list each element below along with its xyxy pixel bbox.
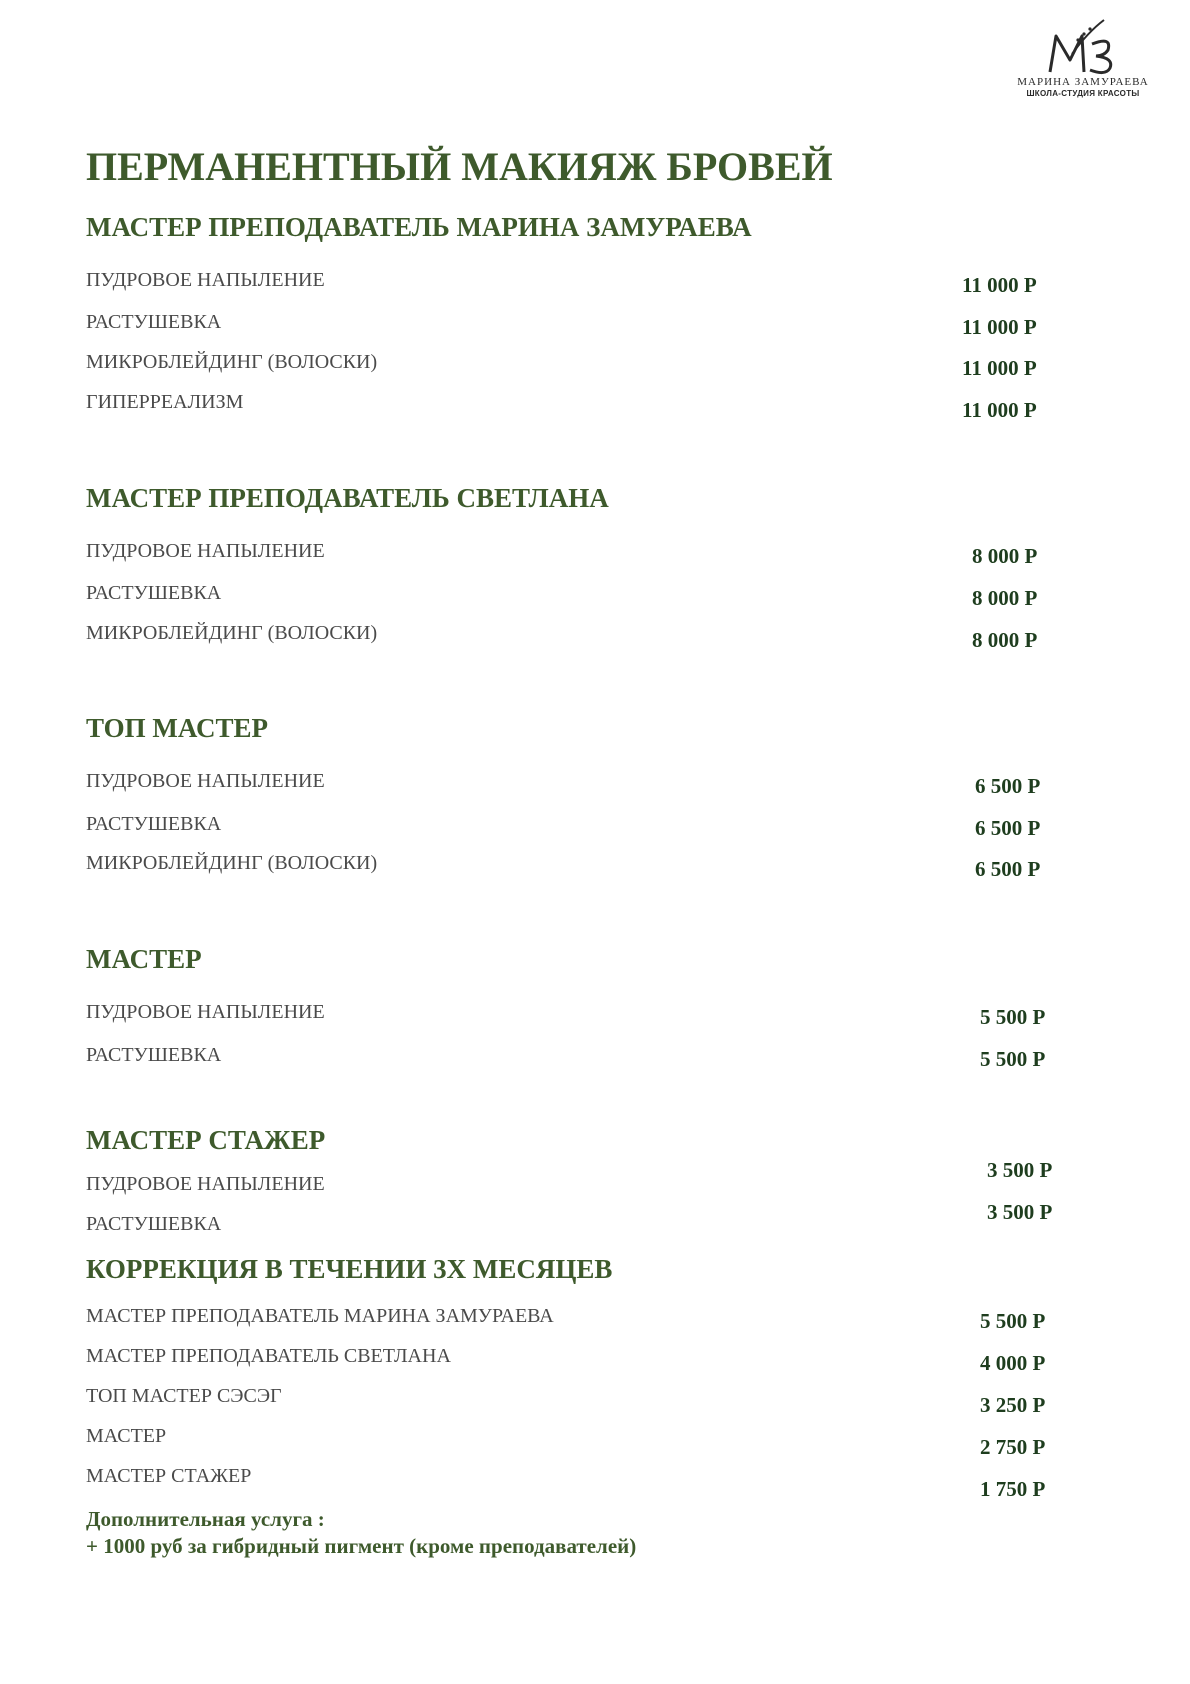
service-price: 8 000 Р xyxy=(972,628,1038,652)
section-heading: ТОП МАСТЕР xyxy=(86,713,269,743)
logo-monogram-icon xyxy=(1008,14,1158,76)
section-heading: МАСТЕР xyxy=(86,944,202,974)
logo-name: МАРИНА ЗАМУРАЕВА xyxy=(1017,76,1149,88)
service-price: 5 500 Р xyxy=(980,1309,1046,1333)
service-label: РАСТУШЕВКА xyxy=(86,582,222,604)
service-label: МАСТЕР СТАЖЕР xyxy=(86,1465,252,1487)
service-price: 3 500 Р xyxy=(987,1200,1053,1224)
service-price: 8 000 Р xyxy=(972,544,1038,568)
service-price: 5 500 Р xyxy=(980,1047,1046,1071)
service-price: 11 000 Р xyxy=(962,315,1037,339)
service-price: 8 000 Р xyxy=(972,586,1038,610)
service-label: ТОП МАСТЕР СЭСЭГ xyxy=(86,1385,282,1407)
service-price: 6 500 Р xyxy=(975,857,1041,881)
service-price: 5 500 Р xyxy=(980,1005,1046,1029)
page-title: ПЕРМАНЕНТНЫЙ МАКИЯЖ БРОВЕЙ xyxy=(86,144,833,189)
service-label: РАСТУШЕВКА xyxy=(86,1044,222,1066)
additional-service-title: Дополнительная услуга : xyxy=(86,1507,325,1531)
service-label: МИКРОБЛЕЙДИНГ (ВОЛОСКИ) xyxy=(86,351,378,373)
service-label: ПУДРОВОЕ НАПЫЛЕНИЕ xyxy=(86,540,325,562)
service-price: 11 000 Р xyxy=(962,273,1037,297)
service-price: 6 500 Р xyxy=(975,774,1041,798)
service-label: МАСТЕР ПРЕПОДАВАТЕЛЬ СВЕТЛАНА xyxy=(86,1345,451,1367)
service-label: МАСТЕР ПРЕПОДАВАТЕЛЬ МАРИНА ЗАМУРАЕВА xyxy=(86,1305,554,1327)
service-label: РАСТУШЕВКА xyxy=(86,1213,222,1235)
service-label: ПУДРОВОЕ НАПЫЛЕНИЕ xyxy=(86,269,325,291)
service-label: МИКРОБЛЕЙДИНГ (ВОЛОСКИ) xyxy=(86,622,378,644)
service-price: 6 500 Р xyxy=(975,816,1041,840)
service-price: 3 500 Р xyxy=(987,1158,1053,1182)
service-label: РАСТУШЕВКА xyxy=(86,813,222,835)
service-price: 4 000 Р xyxy=(980,1351,1046,1375)
section-heading: МАСТЕР ПРЕПОДАВАТЕЛЬ МАРИНА ЗАМУРАЕВА xyxy=(86,212,752,242)
service-label: ПУДРОВОЕ НАПЫЛЕНИЕ xyxy=(86,770,325,792)
service-price: 11 000 Р xyxy=(962,398,1037,422)
additional-service-text: + 1000 руб за гибридный пигмент (кроме преподавателей) xyxy=(86,1534,637,1558)
brand-logo xyxy=(1008,14,1158,104)
service-label: МАСТЕР xyxy=(86,1425,167,1447)
service-label: ГИПЕРРЕАЛИЗМ xyxy=(86,391,244,413)
service-price: 11 000 Р xyxy=(962,356,1037,380)
logo-subtitle: ШКОЛА-СТУДИЯ КРАСОТЫ xyxy=(1026,89,1140,98)
service-price: 1 750 Р xyxy=(980,1477,1046,1501)
section-heading: МАСТЕР ПРЕПОДАВАТЕЛЬ СВЕТЛАНА xyxy=(86,483,609,513)
service-label: ПУДРОВОЕ НАПЫЛЕНИЕ xyxy=(86,1173,325,1195)
service-label: МИКРОБЛЕЙДИНГ (ВОЛОСКИ) xyxy=(86,852,378,874)
service-label: ПУДРОВОЕ НАПЫЛЕНИЕ xyxy=(86,1001,325,1023)
service-label: РАСТУШЕВКА xyxy=(86,311,222,333)
service-price: 3 250 Р xyxy=(980,1393,1046,1417)
section-heading: КОРРЕКЦИЯ В ТЕЧЕНИИ 3Х МЕСЯЦЕВ xyxy=(86,1254,613,1284)
section-heading: МАСТЕР СТАЖЕР xyxy=(86,1125,326,1155)
service-price: 2 750 Р xyxy=(980,1435,1046,1459)
